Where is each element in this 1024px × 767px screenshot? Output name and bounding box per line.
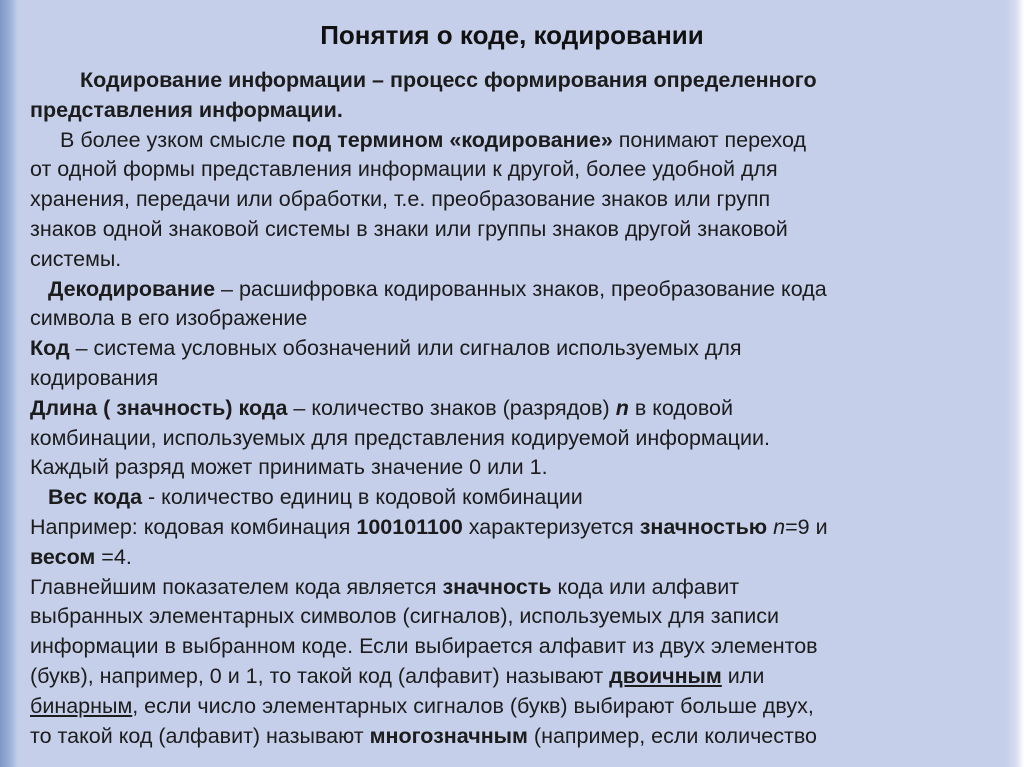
text-segment: n [615, 395, 629, 420]
text-segment: комбинации, используемых для представления кодируемой информации. [30, 425, 770, 450]
text-line [30, 602, 990, 632]
text-segment: от одной формы представления информации к другой, более удобной для [30, 157, 778, 182]
text-segment: , если число элементарных сигналов (букв) выбирают больше двух, [132, 693, 814, 718]
text-segment: - количество единиц в кодовой комбинации [142, 485, 583, 510]
text-line [30, 304, 990, 334]
text-line [30, 334, 990, 364]
text-segment: кодирования [30, 365, 159, 390]
text-segment: в кодовой [628, 395, 733, 420]
text-line [30, 692, 990, 722]
text-segment: – система условных обозначений или сигналов используемых для [69, 336, 742, 361]
text-line [30, 275, 990, 305]
text-segment: понимают переход [612, 127, 807, 152]
text-segment: информации в выбранном коде. Если выбирается алфавит из двух элементов [30, 634, 818, 659]
text-line [30, 245, 990, 275]
text-line [30, 483, 990, 513]
text-line [30, 573, 990, 603]
text-segment: – количество знаков (разрядов) [287, 395, 616, 420]
text-segment: Кодирование информации – процесс формирования определенного [80, 68, 817, 92]
text-segment: выбранных элементарных символов (сигналов), используемых для записи [30, 604, 780, 629]
text-line [30, 424, 990, 454]
text-segment: весом [30, 544, 96, 569]
text-segment: значность [442, 574, 552, 599]
slide-body-text [30, 66, 990, 751]
text-segment: Главнейшим показателем кода является [30, 574, 443, 599]
text-line [30, 155, 990, 185]
text-segment: Вес кода [48, 485, 143, 510]
text-line [30, 632, 990, 662]
text-segment: Код [30, 336, 70, 361]
text-segment: характеризуется [462, 514, 640, 539]
slide-title: Понятия о коде, кодировании [320, 20, 704, 50]
text-segment: Длина ( значность) кода [30, 395, 288, 420]
text-segment: или [721, 663, 765, 688]
text-segment: то такой код (алфавит) называют [30, 723, 370, 748]
text-segment: знаков одной знаковой системы в знаки или группы знаков другой знаковой [30, 216, 788, 241]
text-line [30, 722, 990, 752]
text-line [30, 394, 990, 424]
text-segment: (например, если количество [527, 723, 817, 748]
text-line [30, 364, 990, 394]
text-segment: n [773, 514, 786, 539]
text-segment: Декодирование [48, 276, 216, 301]
text-line [30, 185, 990, 215]
text-segment: =9 и [785, 514, 828, 539]
text-segment: системы. [30, 246, 122, 271]
text-line [30, 453, 990, 483]
text-segment: В более узком смысле [60, 127, 292, 152]
text-segment: двоичным [609, 663, 722, 688]
text-segment: под термином «кодирование» [291, 127, 613, 152]
text-segment: кода или алфавит [551, 574, 740, 599]
text-line [30, 215, 990, 245]
text-segment: представления информации. [30, 97, 343, 122]
text-segment: Каждый разряд может принимать значение 0 или 1. [30, 455, 548, 480]
text-segment: символа в его изображение [30, 306, 308, 331]
text-segment: Например: кодовая комбинация [30, 514, 357, 539]
text-segment: 100101100 [356, 514, 463, 539]
text-line [30, 126, 990, 156]
text-line [30, 662, 990, 692]
text-line [30, 543, 990, 573]
text-line [30, 513, 990, 543]
text-line [30, 96, 990, 126]
text-segment: =4. [95, 544, 132, 569]
text-segment: бинарным [30, 693, 133, 718]
text-segment: – расшифровка кодированных знаков, преобразование кода [215, 276, 827, 301]
text-line [30, 66, 990, 96]
text-segment: (букв), например, 0 и 1, то такой код (алфавит) называют [30, 663, 610, 688]
text-segment: значностью [639, 514, 768, 539]
text-segment: хранения, передачи или обработки, т.е. преобразование знаков или групп [30, 187, 771, 212]
text-segment: многозначным [369, 723, 528, 748]
slide-right-edge [1006, 0, 1024, 767]
